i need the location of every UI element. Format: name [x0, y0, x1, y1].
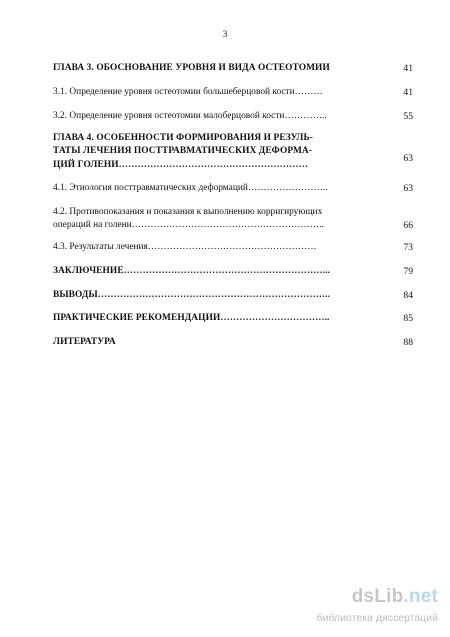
toc-entry-recommendations[interactable]	[53, 312, 413, 326]
toc-entry-title: 4.3. Результаты лечения………………………………………………	[53, 242, 317, 252]
toc-entry-title: 3.2. Определение уровня остеотомии малоберцовой кости…………..	[53, 111, 327, 121]
toc-entry-references[interactable]	[53, 336, 413, 350]
watermark-caption: библиотека диссертаций	[316, 612, 438, 624]
toc-entry-chapter-4[interactable]	[53, 132, 413, 172]
toc-entry-3-2[interactable]	[53, 110, 413, 124]
watermark-logo-main: dsLib	[351, 586, 404, 607]
dslib-watermark	[260, 586, 450, 637]
toc-entry-page: 66	[403, 220, 413, 231]
toc-entry-4-1[interactable]	[53, 182, 413, 196]
toc-entry-page: 55	[403, 111, 413, 122]
toc-entry-title: 3.1. Определение уровня остеотомии большеберцовой кости………	[53, 87, 323, 97]
toc-entry-page: 85	[403, 313, 413, 324]
toc-entry-page: 63	[403, 183, 413, 194]
toc-entry-title: ПРАКТИЧЕСКИЕ РЕКОМЕНДАЦИИ……………………………..	[53, 313, 330, 323]
toc-entry-title: 4.1. Этиология посттравматических деформаций……………………..	[53, 183, 328, 193]
watermark-logo	[352, 586, 438, 608]
toc-entry-title: ЗАКЛЮЧЕНИЕ………………………………………………………...	[53, 266, 330, 276]
toc-entry-page: 84	[403, 290, 413, 301]
toc-entry-page: 79	[403, 266, 413, 277]
toc-entry-title: ВЫВОДЫ………………………………………………………………..	[53, 290, 331, 300]
toc-entry-page: 88	[403, 337, 413, 348]
toc-entry-page: 73	[403, 242, 413, 253]
watermark-logo-tld: .net	[403, 586, 438, 607]
toc-entry-conclusion[interactable]	[53, 265, 413, 279]
toc-entry-4-2[interactable]	[53, 206, 413, 234]
toc-entry-page: 63	[403, 153, 413, 164]
toc-entry-4-3[interactable]	[53, 241, 413, 255]
toc-entry-findings[interactable]	[53, 289, 413, 303]
toc-entry-chapter-3[interactable]	[53, 62, 413, 76]
toc-entry-title: 4.2. Противопоказания и показания к выполнению корригирующих операций на голени……………………………………………………..	[53, 207, 324, 231]
toc-entry-page: 41	[403, 87, 413, 98]
toc-entry-title: ГЛАВА 3. ОБОСНОВАНИЕ УРОВНЯ И ВИДА ОСТЕОТОМИИ	[53, 63, 330, 73]
toc-entry-page: 41	[403, 63, 413, 74]
toc-entry-3-1[interactable]	[53, 86, 413, 100]
toc-entry-title: ЛИТЕРАТУРА	[53, 337, 116, 347]
page-number: 3	[222, 29, 228, 39]
toc-entry-title: ГЛАВА 4. ОСОБЕННОСТИ ФОРМИРОВАНИЯ И РЕЗУЛЬ- ТАТЫ ЛЕЧЕНИЯ ПОСТТРАВМАТИЧЕСКИХ ДЕФОРМА- ЦИЙ ГОЛЕНИ……………………………………………………	[53, 133, 313, 170]
